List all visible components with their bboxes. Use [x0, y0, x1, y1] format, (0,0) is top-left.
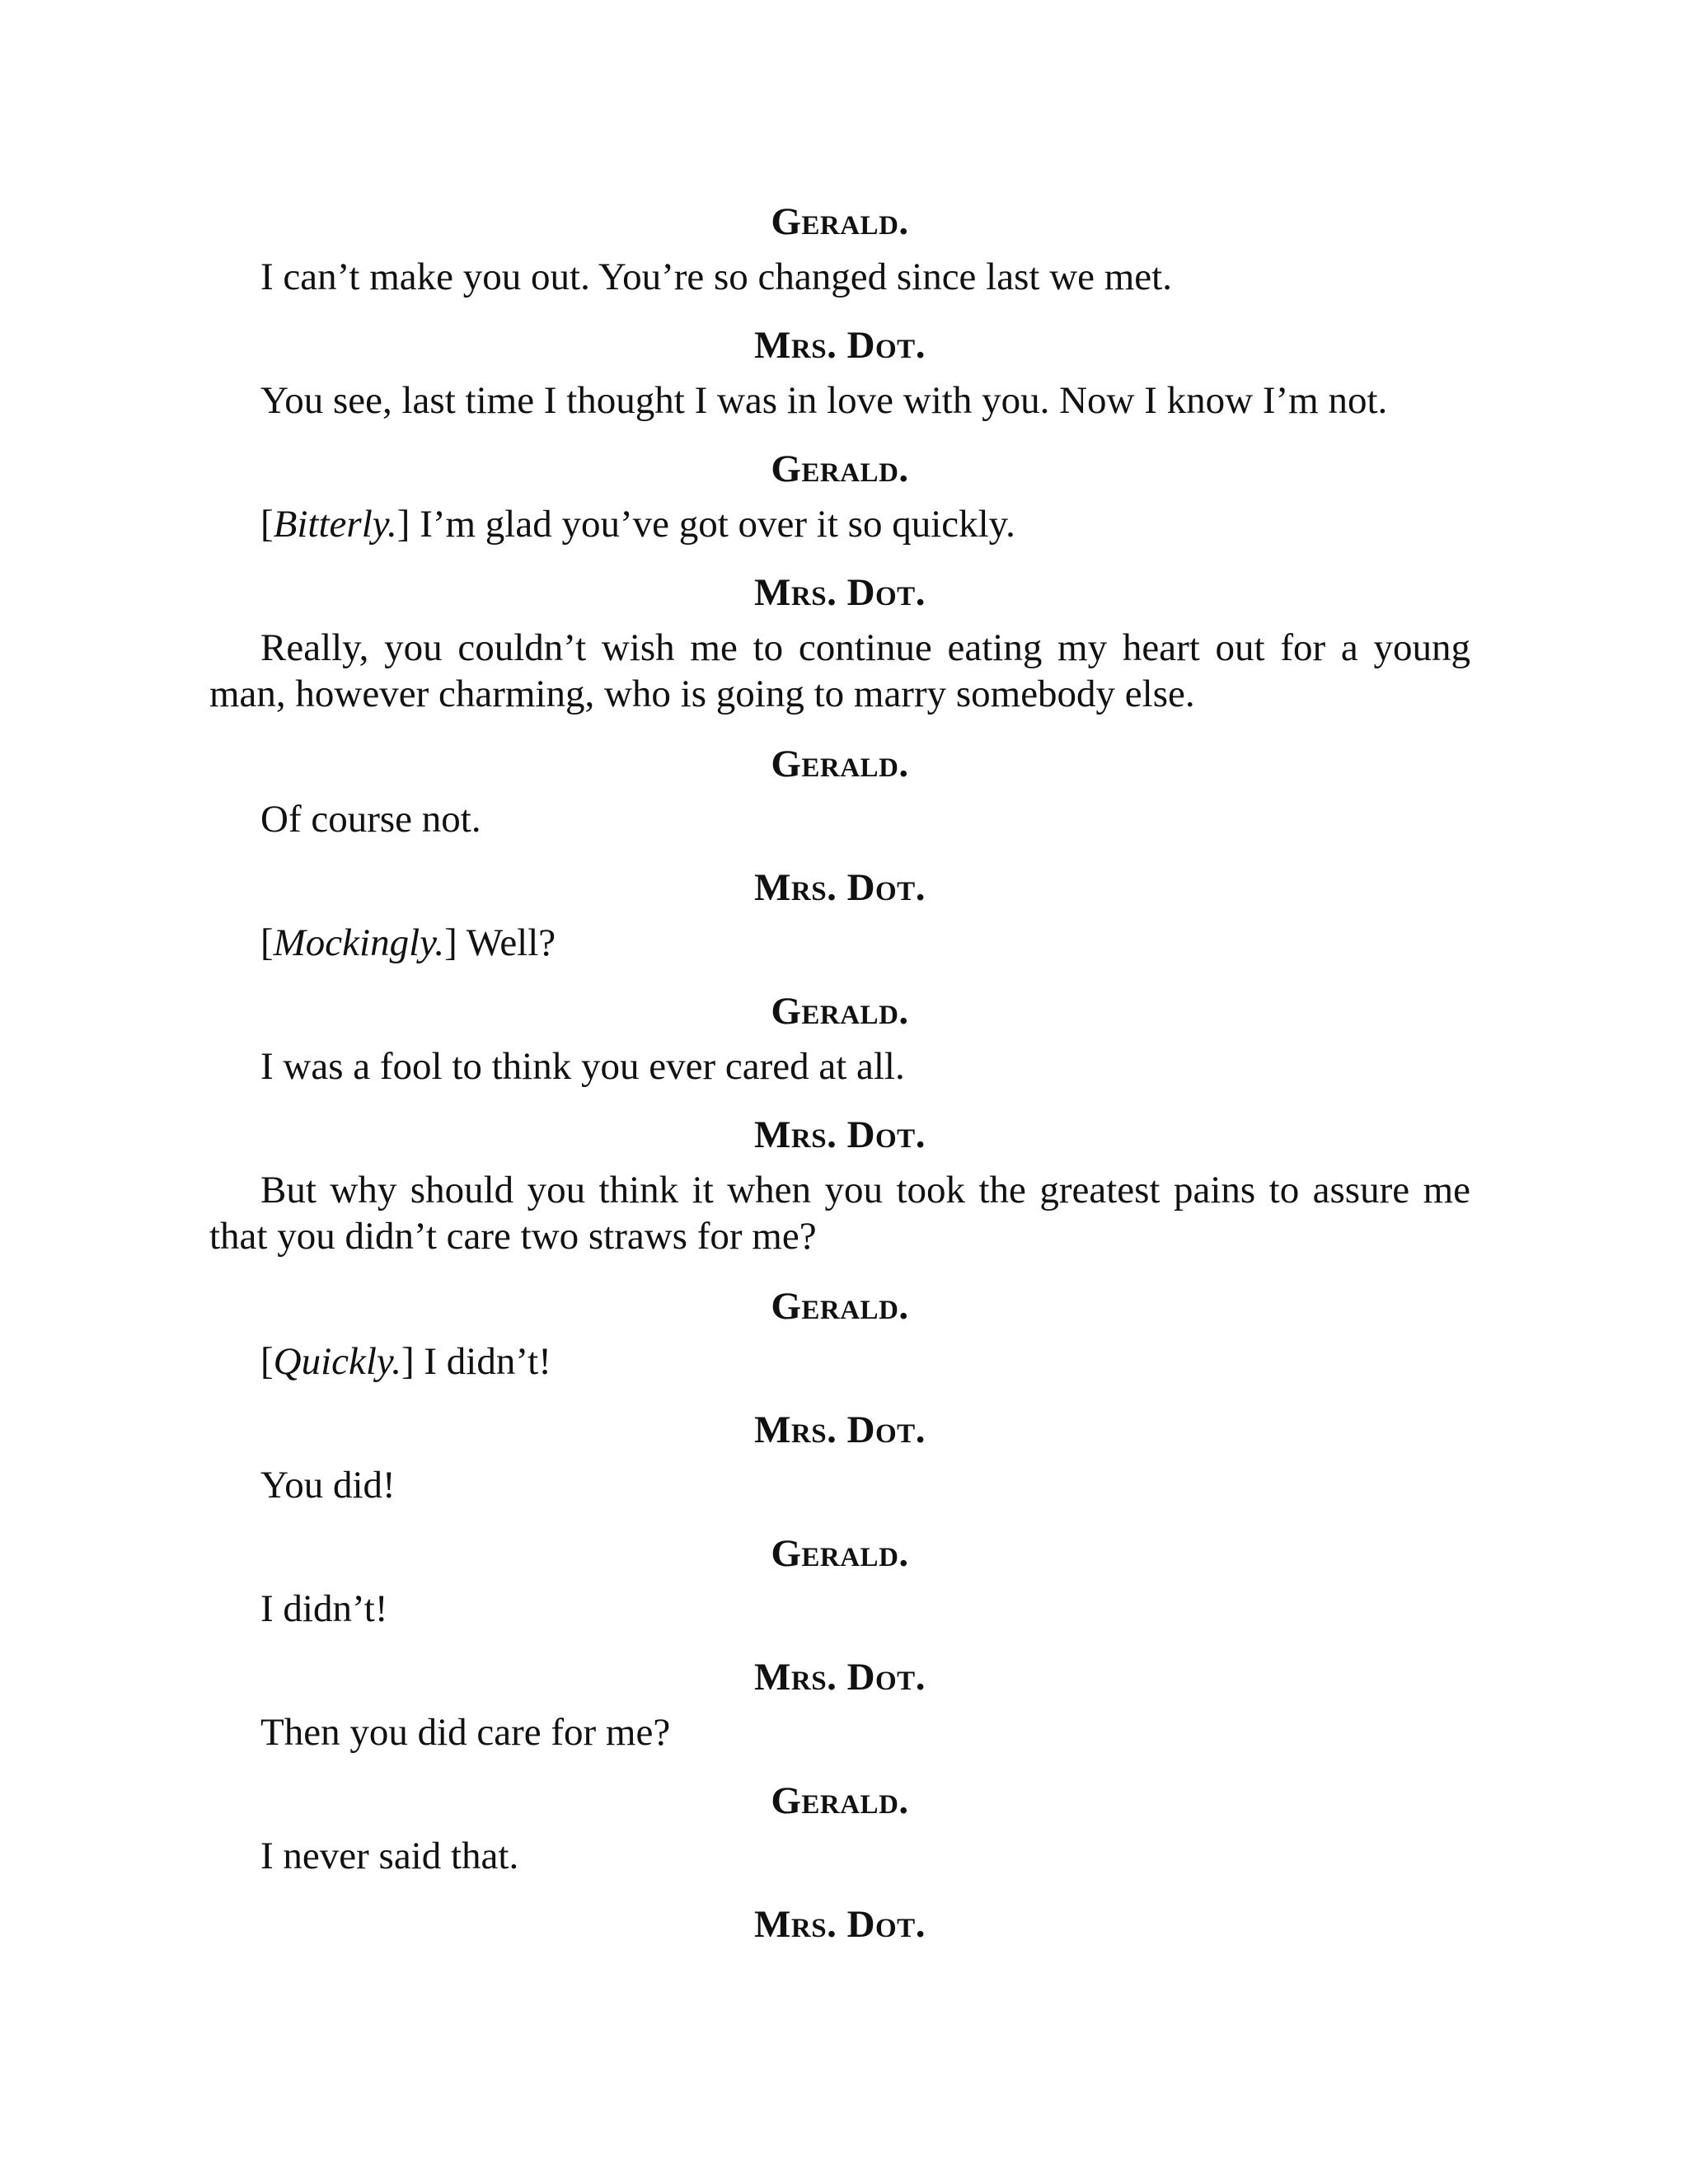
- dialogue-line: I didn’t!: [260, 1587, 388, 1630]
- dialogue-line: You see, last time I thought I was in love with you. Now I know I’m not.: [260, 379, 1388, 422]
- dialogue-line: I never said that.: [260, 1835, 519, 1877]
- dialogue-line: You did!: [260, 1464, 396, 1507]
- script-page: [209, 0, 1470, 2184]
- stage-direction: Mockingly.: [273, 921, 445, 964]
- speaker-heading: Mrs. Dot.: [754, 1903, 926, 1946]
- speaker-heading: Gerald.: [771, 1285, 909, 1328]
- dialogue-line: [Mockingly.] Well?: [260, 921, 556, 964]
- speaker-heading: Gerald.: [771, 990, 909, 1033]
- stage-direction: Bitterly.: [273, 503, 397, 546]
- dialogue-text: I didn’t!: [414, 1340, 551, 1383]
- dialogue-line: Of course not.: [260, 798, 481, 841]
- speaker-heading: Gerald.: [771, 1779, 909, 1822]
- speaker-heading: Mrs. Dot.: [754, 324, 926, 367]
- speaker-heading: Mrs. Dot.: [754, 571, 926, 614]
- speaker-heading: Gerald.: [771, 448, 909, 490]
- speaker-heading: Gerald.: [771, 743, 909, 785]
- dialogue-line: [Quickly.] I didn’t!: [260, 1340, 551, 1383]
- speaker-heading: Mrs. Dot.: [754, 1656, 926, 1699]
- speaker-heading: Mrs. Dot.: [754, 866, 926, 909]
- dialogue-line: Really, you couldn’t wish me to continue eating my heart out for a young man, however charming, who is going to marry somebody else.: [209, 626, 1470, 715]
- dialogue-text: I’m glad you’ve got over it so quickly.: [410, 503, 1015, 546]
- dialogue-text: Well?: [457, 921, 556, 964]
- dialogue-line: Then you did care for me?: [260, 1711, 671, 1754]
- speaker-heading: Gerald.: [771, 1532, 909, 1575]
- speaker-heading: Mrs. Dot.: [754, 1113, 926, 1156]
- speaker-heading: Mrs. Dot.: [754, 1408, 926, 1451]
- stage-direction: Quickly.: [273, 1340, 401, 1383]
- dialogue-line: [Bitterly.] I’m glad you’ve got over it so quickly.: [260, 503, 1015, 546]
- speaker-heading: Gerald.: [771, 200, 909, 243]
- dialogue-line: I was a fool to think you ever cared at all.: [260, 1045, 905, 1088]
- dialogue-line: But why should you think it when you took the greatest pains to assure me that you didn’t care two straws for me?: [209, 1169, 1470, 1258]
- dialogue-line: I can’t make you out. You’re so changed since last we met.: [260, 255, 1172, 298]
